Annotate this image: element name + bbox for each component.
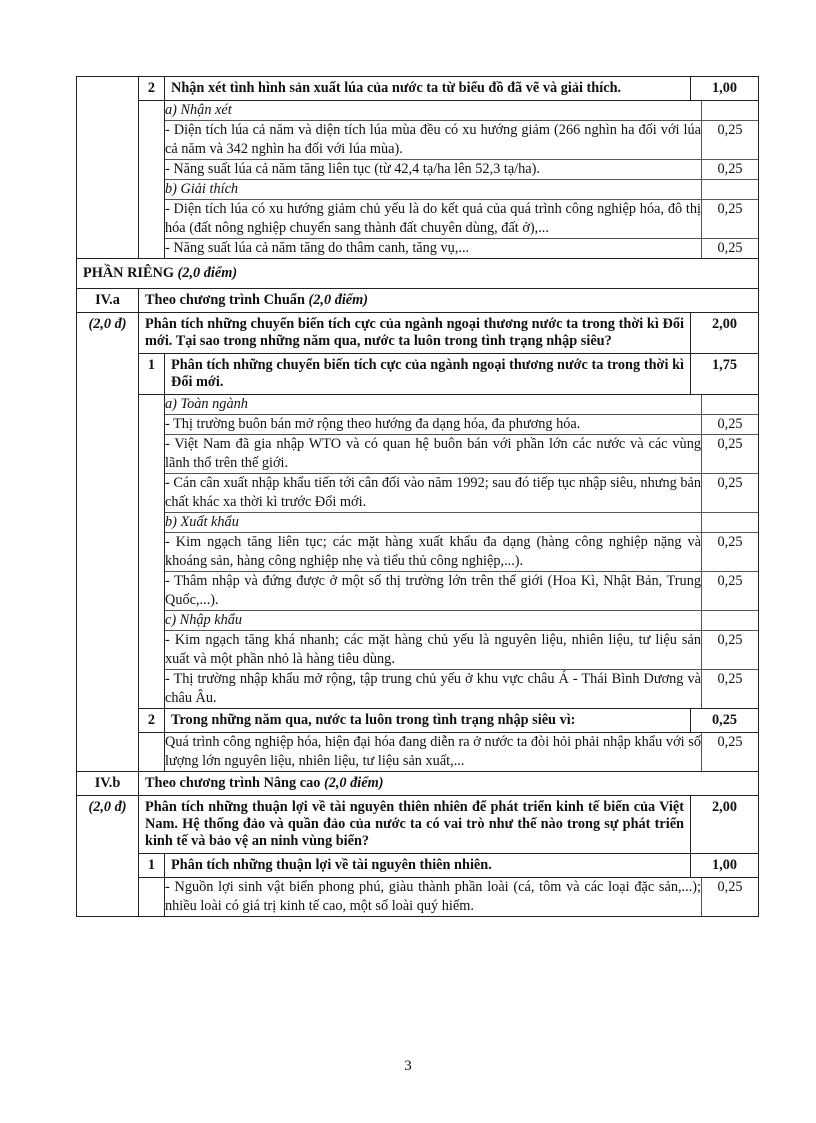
section-iii-2-heading-row [77, 77, 759, 101]
detail-list [165, 733, 758, 771]
ivb-question-row [77, 796, 759, 854]
subheading: a) Toàn ngành [165, 396, 248, 412]
subheading: c) Nhập khẩu [165, 611, 702, 631]
detail-text: - Nguồn lợi sinh vật biển phong phú, giàu thành phần loài (cá, tôm và các loại đặc sản,...); nhiều loài có giá trị kinh tế cao, một số loài quý hiếm. [165, 879, 701, 914]
detail-points: 0,25 [702, 733, 759, 771]
detail-row [165, 670, 758, 709]
detail-row [165, 160, 758, 180]
ivb-part1-detail-row [77, 878, 759, 917]
question-points: 2,00 [691, 796, 759, 854]
section-score-label: (2,0 đ) [77, 313, 139, 772]
detail-points: 0,25 [702, 631, 759, 670]
detail-list [165, 878, 758, 916]
detail-row [165, 101, 758, 121]
detail-row [165, 513, 758, 533]
detail-text: - Thâm nhập và đứng được ở một số thị trường lớn trên thế giới (Hoa Kì, Nhật Bản, Trung Quốc,...). [165, 572, 702, 611]
program-title: Theo chương trình Chuẩn [145, 292, 305, 308]
detail-row [165, 239, 758, 259]
item-heading-points: 1,00 [691, 77, 759, 101]
subheading: b) Xuất khẩu [165, 513, 702, 533]
iva-part2-heading-row [77, 709, 759, 733]
question-text: Phân tích những thuận lợi về tài nguyên thiên nhiên để phát triển kinh tế biển của Việt Nam. Hệ thống đảo và quần đảo của nước ta có vai trò như thế nào trong sự phát triển kinh tế và bảo vệ an ninh vùng biển? [139, 796, 691, 854]
detail-points: 0,25 [702, 670, 759, 709]
detail-row [165, 733, 758, 771]
detail-points: 0,25 [702, 121, 759, 160]
question-text: Phân tích những chuyển biến tích cực của ngành ngoại thương nước ta trong thời kì Đổi mới. Tại sao trong những năm qua, nước ta luôn trong tình trạng nhập siêu? [139, 313, 691, 354]
detail-points: 0,25 [702, 572, 759, 611]
detail-row [165, 611, 758, 631]
section-title: PHẦN RIÊNG [83, 265, 174, 281]
detail-text: - Cán cân xuất nhập khẩu tiến tới cân đối vào năm 1992; sau đó tiếp tục nhập siêu, nhưng bản chất khác xa thời kì trước Đổi mới. [165, 474, 702, 513]
item-heading: Phân tích những thuận lợi về tài nguyên thiên nhiên. [165, 854, 691, 878]
detail-row [165, 435, 758, 474]
page-number: 3 [404, 1058, 412, 1074]
item-heading: Nhận xét tình hình sản xuất lúa của nước ta từ biểu đồ đã vẽ và giải thích. [165, 77, 691, 101]
detail-text: - Việt Nam đã gia nhập WTO và có quan hệ buôn bán với phần lớn các nước và các vùng lãnh thổ trên thế giới. [165, 435, 702, 474]
detail-row [165, 415, 758, 435]
item-number: 1 [139, 854, 165, 878]
question-points: 2,00 [691, 313, 759, 354]
subheading: b) Giải thích [165, 180, 702, 200]
detail-text: Quá trình công nghiệp hóa, hiện đại hóa đang diễn ra ở nước ta đòi hỏi phải nhập khẩu với số lượng lớn nguyên liệu, nhiên liệu, tư liệu sản xuất,... [165, 734, 701, 769]
program-score: (2,0 điểm) [308, 292, 369, 308]
detail-points: 0,25 [702, 200, 759, 239]
answer-key-table [76, 76, 759, 917]
section-score-label: (2,0 đ) [77, 796, 139, 917]
detail-points: 0,25 [702, 435, 759, 474]
detail-text: - Kim ngạch tăng khá nhanh; các mặt hàng chủ yếu là nguyên liệu, nhiên liệu, tư liệu sản xuất và một phần nhỏ là hàng tiêu dùng. [165, 631, 702, 670]
detail-row [165, 572, 758, 611]
item-number: 2 [139, 709, 165, 733]
detail-text: - Diện tích lúa có xu hướng giảm chủ yếu là do kết quả của quá trình công nghiệp hóa, đô thị hóa (đất nông nghiệp chuyển sang thành đất chuyên dùng, đất ở),... [165, 200, 702, 239]
detail-list [165, 101, 758, 258]
detail-row [165, 395, 758, 415]
item-heading-points: 0,25 [691, 709, 759, 733]
item-heading: Phân tích những chuyển biến tích cực của ngành ngoại thương nước ta trong thời kì Đổi mới. [165, 354, 691, 395]
detail-text: - Năng suất lúa cả năm tăng do thâm canh, tăng vụ,... [165, 239, 702, 259]
section-label: IV.b [77, 772, 139, 796]
detail-points: 0,25 [702, 533, 759, 572]
ivb-program-row [77, 772, 759, 796]
detail-points: 0,25 [702, 878, 759, 916]
detail-row [165, 878, 758, 916]
program-title: Theo chương trình Nâng cao [145, 775, 321, 791]
subheading: a) Nhận xét [165, 102, 232, 118]
iva-program-row [77, 289, 759, 313]
item-heading: Trong những năm qua, nước ta luôn trong tình trạng nhập siêu vì: [165, 709, 691, 733]
item-heading-points: 1,75 [691, 354, 759, 395]
detail-text: - Thị trường buôn bán mở rộng theo hướng đa dạng hóa, đa phương hóa. [165, 415, 702, 435]
section-score: (2,0 điểm) [177, 265, 238, 281]
detail-text: - Thị trường nhập khẩu mở rộng, tập trung chủ yếu ở khu vực châu Á - Thái Bình Dương và châu Âu. [165, 671, 701, 706]
item-number: 2 [139, 77, 165, 101]
section-label: IV.a [77, 289, 139, 313]
detail-text: - Diện tích lúa cả năm và diện tích lúa mùa đều có xu hướng giảm (266 nghìn ha đối với lúa cả năm và 342 nghìn ha đối với lúa mùa). [165, 121, 702, 160]
detail-row [165, 474, 758, 513]
detail-list [165, 395, 758, 708]
phan-rieng-row [77, 259, 759, 289]
detail-points: 0,25 [702, 239, 759, 259]
detail-row [165, 121, 758, 160]
iva-part1-heading-row [77, 354, 759, 395]
detail-points: 0,25 [702, 160, 759, 180]
item-number: 1 [139, 354, 165, 395]
iva-part2-detail-row [77, 733, 759, 772]
detail-row [165, 533, 758, 572]
detail-text: - Kim ngạch tăng liên tục; các mặt hàng xuất khẩu đa dạng (hàng công nghiệp nặng và khoáng sản, hàng công nghiệp nhẹ và tiểu thủ công nghiệp,...). [165, 533, 702, 572]
detail-points: 0,25 [702, 474, 759, 513]
detail-row [165, 200, 758, 239]
detail-text: - Năng suất lúa cả năm tăng liên tục (từ 42,4 tạ/ha lên 52,3 tạ/ha). [165, 160, 702, 180]
iva-part1-detail-row [77, 395, 759, 709]
detail-row [165, 631, 758, 670]
detail-row [165, 180, 758, 200]
item-heading-points: 1,00 [691, 854, 759, 878]
section-iii-2-detail-row [77, 101, 759, 259]
detail-points: 0,25 [702, 415, 759, 435]
ivb-part1-heading-row [77, 854, 759, 878]
iva-question-row [77, 313, 759, 354]
program-score: (2,0 điểm) [323, 775, 384, 791]
